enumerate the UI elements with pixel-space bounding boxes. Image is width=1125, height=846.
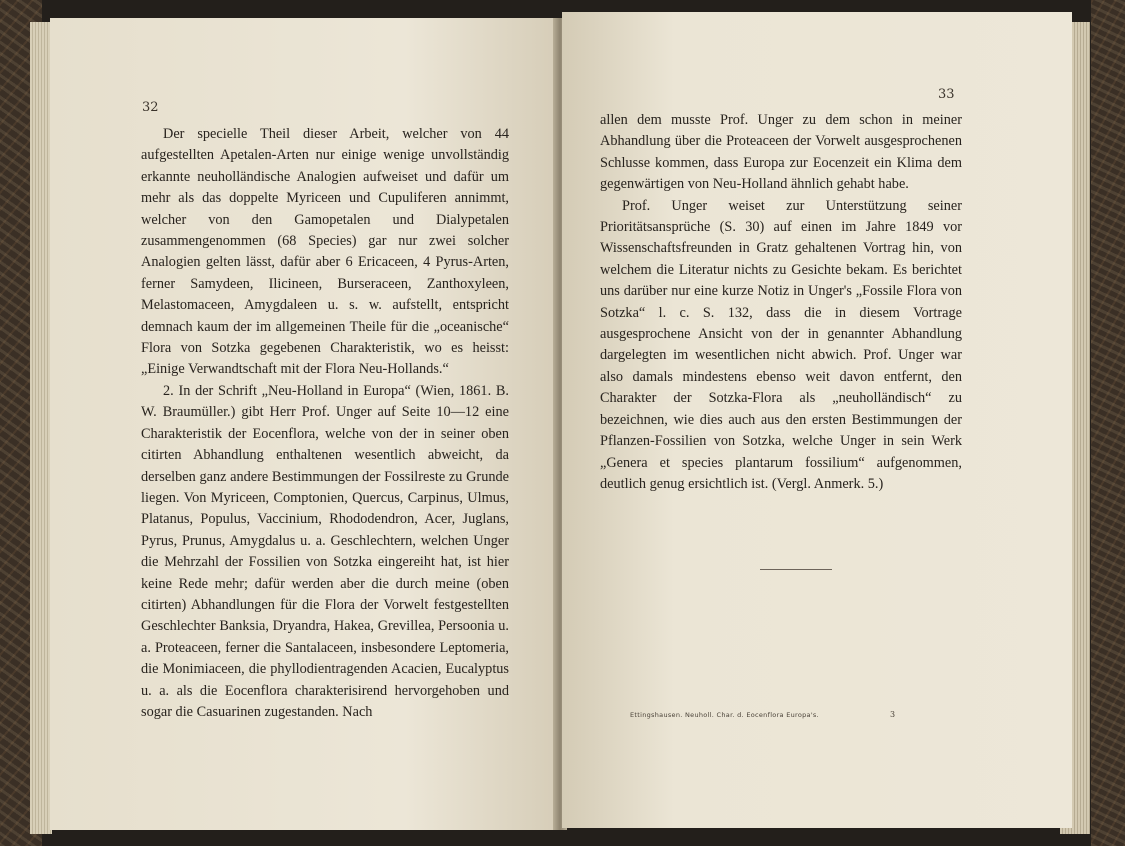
marbled-endpaper-right [1091,0,1125,846]
right-page-text [600,110,962,495]
paragraph: 2. In der Schrift „Neu-Holland in Europa“ (Wien, 1861. B. W. Braumüller.) gibt Herr Prof. Unger auf Seite 10—12 eine Charakteristik der Eocenflora, welche von der in seiner oben citirten Abhandlung enthaltenen wesentlich abweicht, da derselben ganz andere Bestimmungen der Fossilreste zu Grunde liegen. Von Myriceen, Comptonien, Quercus, Carpinus, Ulmus, Platanus, Populus, Vaccinium, Rhododendron, Acer, Juglans, Pyrus, Prunus, Amygdalus u. a. Geschlechtern, welchen Unger die Mehrzahl der Fossilien von Sotzka eingereiht hat, ist hier keine Rede mehr; dafür werden aber die durch meine (oben citirten) Abhandlungen für die Flora der Vorwelt festgestellten Geschlechter Banksia, Dryandra, Hakea, Grevillea, Persoonia u. a. Proteaceen, ferner die Santalaceen, insbesondere Leptomeria, die Monimiaceen, die phyllodientragenden Acacien, Eucalyptus u. a. als die Eocenflora charakterisirend hervorgehoben und sogar die Casuarinen zugestanden. Nach [141,382,509,720]
left-page-text [141,124,509,723]
paragraph: Prof. Unger weiset zur Unterstützung seiner Prioritätsansprüche (S. 30) auf einen im Jahre 1849 vor Wissenschaftsfreunden in Gratz gehaltenen Vortrag hin, von welchem die Literatur nichts zu Gesichte bekam. Es berichtet uns darüber nur eine kurze Notiz in Unger's „Fossile Flora von Sotzka“ l. c. S. 132, dass die in diesem Vortrage ausgesprochene Ansicht von der in genannter Abhandlung dargelegten im wesentlichen nicht abwich. Prof. Unger war also damals mindestens ebenso weit davon entfernt, den Charakter der Sotzka-Flora als „neuholländisch“ zu bezeichnen, wie dies auch aus den ersten Bestimmungen der Pflanzen-Fossilien von Sotzka, welche Unger in sein Werk „Genera et species plantarum fossilium“ aufgenommen, deutlich genug ersichtlich ist. (Vergl. Anmerk. 5.) [600,197,962,492]
paragraph: Der specielle Theil dieser Arbeit, welcher von 44 aufgestellten Apetalen-Arten nur einige wenige unvollständig erkannte neuholländische Analogien aufweiset und dafür um mehr als das doppelte Myriceen und Cupuliferen annimmt, welcher von den Gamopetalen und Dialypetalen zusammengenommen (68 Species) gar nur zwei solcher Analogien gelten lässt, dafür aber 6 Ericaceen, 4 Pyrus-Arten, ferner Samydeen, Ilicineen, Burseraceen, Zanthoxyleen, Melastomaceen, Amygdaleen u. s. w. aufstellt, entspricht demnach kaum der im allgemeinen Theile für die „oceanische“ Flora von Sotzka gegebenen Charakteristik, wo es heisst: „Einige Verwandtschaft mit der Flora Neu-Hollands.“ [141,126,509,378]
paragraph: allen dem musste Prof. Unger zu dem schon in meiner Abhandlung über die Proteaceen der Vorwelt ausgesprochenen Schlusse kommen, dass Europa zur Eocenzeit ein Klima dem gegenwärtigen von Neu-Holland ähnlich gehabt habe. [600,112,962,193]
signature-mark: 3 [890,710,896,719]
page-stack-left [30,22,52,834]
footer-title: Ettingshausen. Neuholl. Char. d. Eocenflora Europa's. [630,711,819,719]
right-page [562,12,1072,828]
page-number-left: 32 [142,100,159,115]
left-page [50,18,558,830]
section-rule [760,569,832,570]
page-number-right: 33 [938,87,955,102]
signature-footer [630,711,980,719]
